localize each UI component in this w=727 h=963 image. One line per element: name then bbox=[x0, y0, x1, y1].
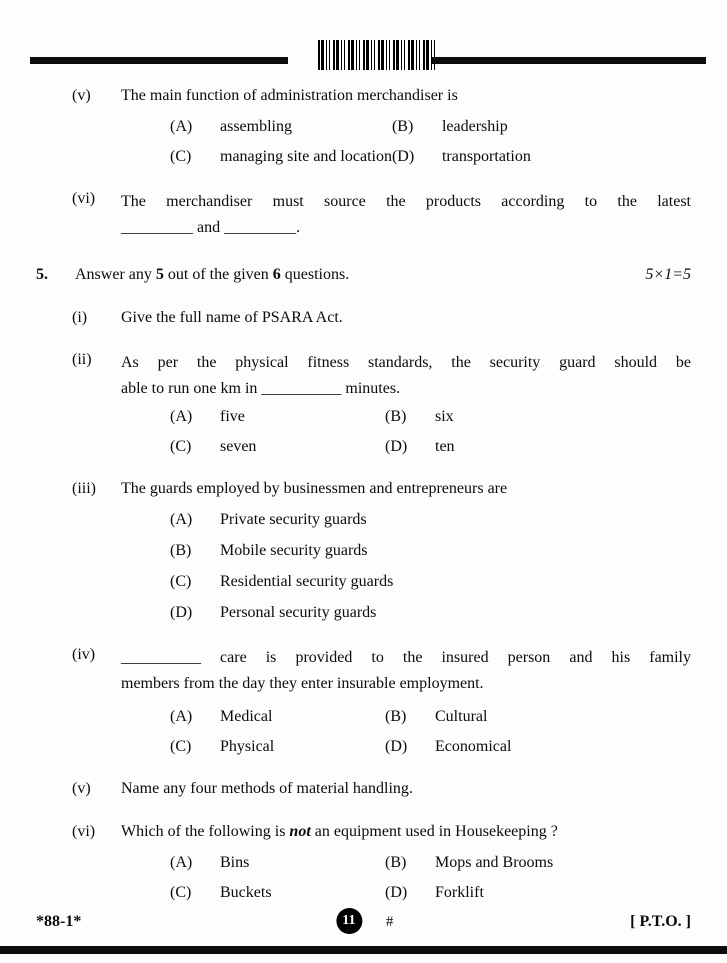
question-5-i bbox=[72, 308, 691, 329]
option-label: (A) bbox=[170, 708, 193, 726]
text-segment-bold: 6 bbox=[272, 265, 281, 283]
option-text: Private security guards bbox=[220, 511, 367, 529]
option-c bbox=[170, 882, 385, 903]
option-b bbox=[170, 540, 691, 561]
option-label: (B) bbox=[385, 408, 407, 426]
question-5 bbox=[36, 265, 691, 286]
option-label: (B) bbox=[391, 117, 414, 135]
page-number-badge: 11 bbox=[336, 908, 362, 934]
option-label: (B) bbox=[385, 708, 407, 726]
question-number: (iv) bbox=[72, 646, 96, 664]
page-header bbox=[0, 0, 727, 72]
option-label: (A) bbox=[170, 408, 193, 426]
option-text: five bbox=[220, 408, 245, 426]
option-label: (D) bbox=[391, 147, 415, 165]
option-label: (C) bbox=[170, 147, 192, 165]
question-prelim-v bbox=[72, 86, 691, 167]
option-c bbox=[170, 146, 392, 167]
option-text: Economical bbox=[435, 738, 512, 756]
option-text: Forklift bbox=[435, 883, 484, 901]
paper-code: *88-1* bbox=[36, 913, 82, 930]
bottom-rule bbox=[0, 946, 727, 954]
question-number: (v) bbox=[72, 87, 91, 104]
option-a bbox=[170, 116, 392, 137]
option-b bbox=[385, 852, 691, 873]
question-text-line: As per the physical fitness standards, the security guard should be bbox=[121, 354, 691, 372]
marks-label: 5×1=5 bbox=[645, 265, 691, 283]
text-segment: questions. bbox=[280, 265, 350, 283]
question-text bbox=[121, 822, 691, 843]
question-text: The guards employed by businessmen and entrepreneurs are bbox=[121, 480, 508, 498]
text-segment: Answer any bbox=[75, 265, 156, 283]
text-segment-bold: 5 bbox=[155, 265, 164, 283]
top-rule-left bbox=[30, 57, 288, 64]
option-text: Bins bbox=[220, 853, 250, 871]
option-label: (C) bbox=[170, 573, 192, 591]
question-text-line: able to run one km in __________ minutes. bbox=[121, 380, 401, 398]
page-footer bbox=[36, 908, 691, 938]
option-b bbox=[385, 406, 691, 427]
hash-mark: # bbox=[385, 914, 394, 930]
question-prelim-vi bbox=[72, 189, 691, 241]
question-number: (vi) bbox=[72, 822, 96, 840]
question-text-line: The merchandiser must source the products according to the latest bbox=[121, 192, 691, 210]
text-segment: Which of the following is bbox=[121, 822, 290, 840]
option-d bbox=[170, 602, 691, 623]
option-b bbox=[385, 706, 691, 727]
option-text: six bbox=[435, 408, 454, 426]
question-body bbox=[121, 645, 691, 757]
question-body bbox=[121, 350, 691, 457]
option-text: Mobile security guards bbox=[220, 542, 368, 560]
footer-center bbox=[336, 908, 394, 934]
option-a bbox=[170, 509, 691, 530]
question-body bbox=[121, 822, 691, 903]
option-label: (A) bbox=[170, 511, 193, 529]
option-text: transportation bbox=[441, 147, 531, 165]
question-5-v bbox=[72, 779, 691, 800]
option-label: (B) bbox=[385, 853, 407, 871]
option-d bbox=[385, 736, 691, 757]
question-number: (ii) bbox=[72, 351, 92, 369]
option-label: (A) bbox=[170, 853, 193, 871]
option-text: Mops and Brooms bbox=[435, 853, 554, 871]
option-b bbox=[392, 116, 691, 137]
option-label: (C) bbox=[170, 738, 192, 756]
question-text: The main function of administration merchandiser is bbox=[121, 87, 458, 104]
option-a bbox=[170, 706, 385, 727]
pto-label: [ P.T.O. ] bbox=[630, 913, 691, 930]
option-a bbox=[170, 852, 385, 873]
question-body bbox=[121, 479, 691, 623]
text-segment: an equipment used in Housekeeping ? bbox=[310, 822, 558, 840]
question-number: 5. bbox=[36, 265, 48, 283]
question-number: (vi) bbox=[72, 189, 96, 207]
option-c bbox=[170, 571, 691, 592]
barcode-icon bbox=[318, 40, 436, 70]
option-c bbox=[170, 736, 385, 757]
option-text: ten bbox=[435, 438, 455, 456]
question-body bbox=[75, 265, 691, 286]
question-body bbox=[121, 779, 691, 800]
option-label: (C) bbox=[170, 883, 192, 901]
option-label: (D) bbox=[385, 438, 408, 456]
options bbox=[170, 406, 691, 457]
question-5-iii bbox=[72, 479, 691, 623]
question-text: Name any four methods of material handling. bbox=[121, 780, 413, 798]
option-d bbox=[392, 146, 691, 167]
options bbox=[170, 852, 691, 903]
option-a bbox=[170, 406, 385, 427]
option-d bbox=[385, 882, 691, 903]
question-5-ii bbox=[72, 350, 691, 457]
page-content bbox=[0, 86, 727, 903]
options bbox=[170, 116, 691, 167]
options bbox=[170, 706, 691, 757]
question-number: (iii) bbox=[72, 480, 96, 498]
option-label: (D) bbox=[385, 883, 408, 901]
question-text bbox=[75, 265, 349, 286]
option-c bbox=[170, 436, 385, 457]
option-label: (D) bbox=[170, 604, 193, 622]
option-text: seven bbox=[220, 438, 257, 456]
question-text-line: members from the day they enter insurable employment. bbox=[121, 675, 484, 693]
top-rule-right bbox=[432, 57, 706, 64]
option-label: (C) bbox=[170, 438, 192, 456]
question-text: Give the full name of PSARA Act. bbox=[121, 308, 343, 326]
question-text-line: __________ care is provided to the insured person and his family bbox=[121, 649, 691, 667]
question-number: (v) bbox=[72, 780, 91, 798]
option-text: Medical bbox=[220, 708, 273, 726]
option-text: Buckets bbox=[220, 883, 272, 901]
option-text: Physical bbox=[220, 738, 275, 756]
option-text: assembling bbox=[220, 117, 292, 135]
text-segment-bold-italic: not bbox=[289, 822, 311, 840]
question-body bbox=[121, 189, 691, 241]
option-text: managing site and location bbox=[220, 147, 392, 165]
option-text: leadership bbox=[441, 117, 508, 135]
option-label: (B) bbox=[170, 542, 192, 560]
option-label: (A) bbox=[170, 117, 193, 135]
question-5-iv bbox=[72, 645, 691, 757]
option-text: Residential security guards bbox=[220, 573, 394, 591]
question-text-line: _________ and _________. bbox=[121, 218, 301, 236]
options bbox=[170, 509, 691, 623]
question-number: (i) bbox=[72, 308, 88, 326]
text-segment: out of the given bbox=[163, 265, 273, 283]
question-5-vi bbox=[72, 822, 691, 903]
option-d bbox=[385, 436, 691, 457]
option-text: Cultural bbox=[435, 708, 488, 726]
option-text: Personal security guards bbox=[220, 604, 377, 622]
question-body bbox=[121, 86, 691, 167]
question-body bbox=[121, 308, 691, 329]
option-label: (D) bbox=[385, 738, 408, 756]
